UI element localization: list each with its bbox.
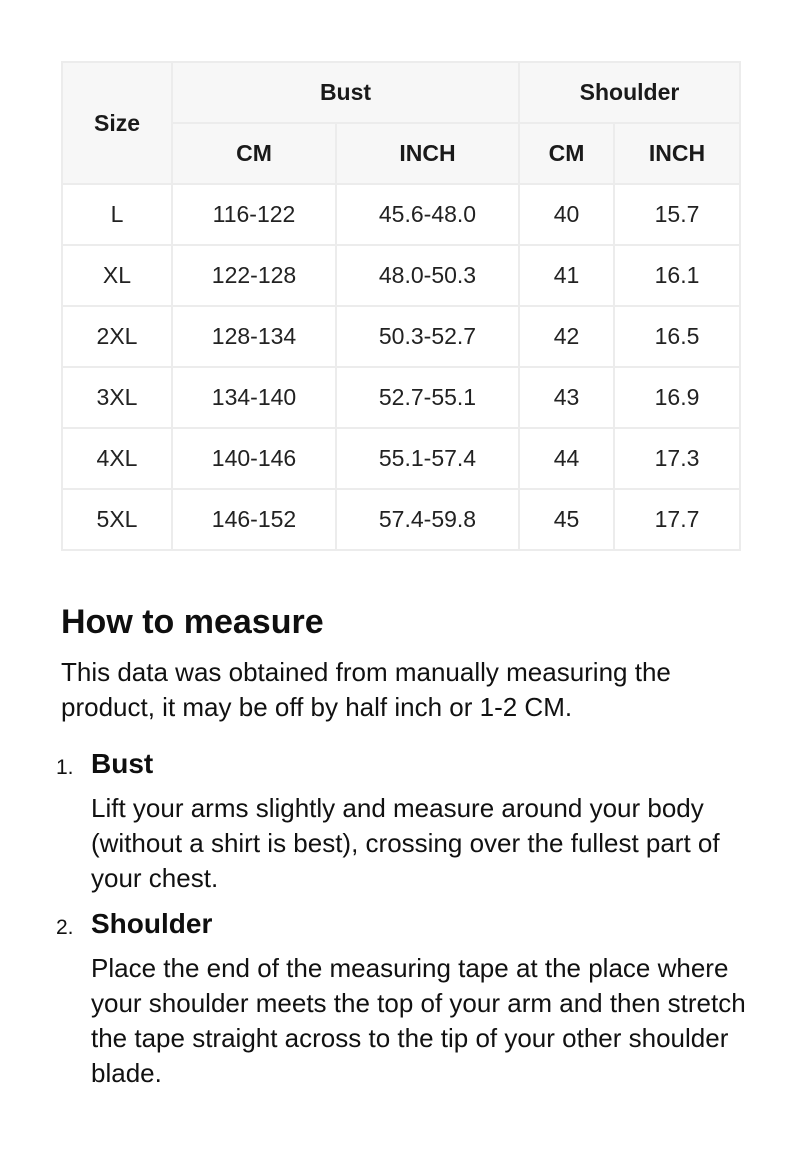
- step-description: Place the end of the measuring tape at the place where your shoulder meets the top of your arm and then stretch the tape straight across to the tip of your other shoulder blade.: [91, 953, 746, 1088]
- measure-steps-list: [56, 746, 751, 1091]
- shoulder-cm-header: CM: [519, 123, 614, 184]
- size-cell: 4XL: [62, 428, 172, 489]
- size-cell: 3XL: [62, 367, 172, 428]
- table-row: [62, 184, 740, 245]
- size-cell: XL: [62, 245, 172, 306]
- bust-inch-cell: 55.1-57.4: [336, 428, 519, 489]
- shoulder-inch-cell: 15.7: [614, 184, 740, 245]
- table-row: [62, 489, 740, 550]
- size-column-header: Size: [62, 62, 172, 184]
- how-to-measure-section: [56, 600, 751, 1101]
- list-item: [56, 906, 751, 1091]
- table-row: [62, 245, 740, 306]
- table-row: [62, 306, 740, 367]
- shoulder-cm-cell: 42: [519, 306, 614, 367]
- size-cell: 2XL: [62, 306, 172, 367]
- bust-cm-header: CM: [172, 123, 336, 184]
- size-chart-header: [62, 62, 740, 184]
- step-title: Shoulder: [91, 908, 213, 939]
- table-row: [62, 367, 740, 428]
- header-row-groups: [62, 62, 740, 123]
- bust-inch-cell: 52.7-55.1: [336, 367, 519, 428]
- bust-group-header: Bust: [172, 62, 519, 123]
- list-item: [56, 746, 751, 896]
- table-row: [62, 428, 740, 489]
- bust-inch-cell: 50.3-52.7: [336, 306, 519, 367]
- intro-paragraph: This data was obtained from manually measuring the product, it may be off by half inch or 1-2 CM.: [61, 657, 671, 722]
- bust-cm-cell: 116-122: [172, 184, 336, 245]
- shoulder-inch-cell: 17.3: [614, 428, 740, 489]
- bust-inch-cell: 48.0-50.3: [336, 245, 519, 306]
- section-title: How to measure: [61, 603, 324, 641]
- shoulder-inch-cell: 16.1: [614, 245, 740, 306]
- step-number: 1.: [56, 756, 74, 779]
- shoulder-inch-cell: 17.7: [614, 489, 740, 550]
- step-title: Bust: [91, 748, 154, 779]
- bust-cm-cell: 122-128: [172, 245, 336, 306]
- shoulder-cm-cell: 40: [519, 184, 614, 245]
- shoulder-cm-cell: 43: [519, 367, 614, 428]
- bust-cm-cell: 140-146: [172, 428, 336, 489]
- bust-cm-cell: 128-134: [172, 306, 336, 367]
- bust-cm-cell: 146-152: [172, 489, 336, 550]
- shoulder-cm-cell: 44: [519, 428, 614, 489]
- shoulder-inch-cell: 16.9: [614, 367, 740, 428]
- shoulder-inch-cell: 16.5: [614, 306, 740, 367]
- step-number: 2.: [56, 916, 74, 939]
- size-cell: 5XL: [62, 489, 172, 550]
- shoulder-group-header: Shoulder: [519, 62, 740, 123]
- shoulder-cm-cell: 45: [519, 489, 614, 550]
- bust-inch-cell: 45.6-48.0: [336, 184, 519, 245]
- bust-inch-cell: 57.4-59.8: [336, 489, 519, 550]
- bust-cm-cell: 134-140: [172, 367, 336, 428]
- size-chart-body: [62, 184, 740, 550]
- shoulder-cm-cell: 41: [519, 245, 614, 306]
- size-cell: L: [62, 184, 172, 245]
- shoulder-inch-header: INCH: [614, 123, 740, 184]
- step-description: Lift your arms slightly and measure around your body (without a shirt is best), crossing over the fullest part of your chest.: [91, 793, 720, 893]
- bust-inch-header: INCH: [336, 123, 519, 184]
- size-chart-table: [61, 61, 741, 551]
